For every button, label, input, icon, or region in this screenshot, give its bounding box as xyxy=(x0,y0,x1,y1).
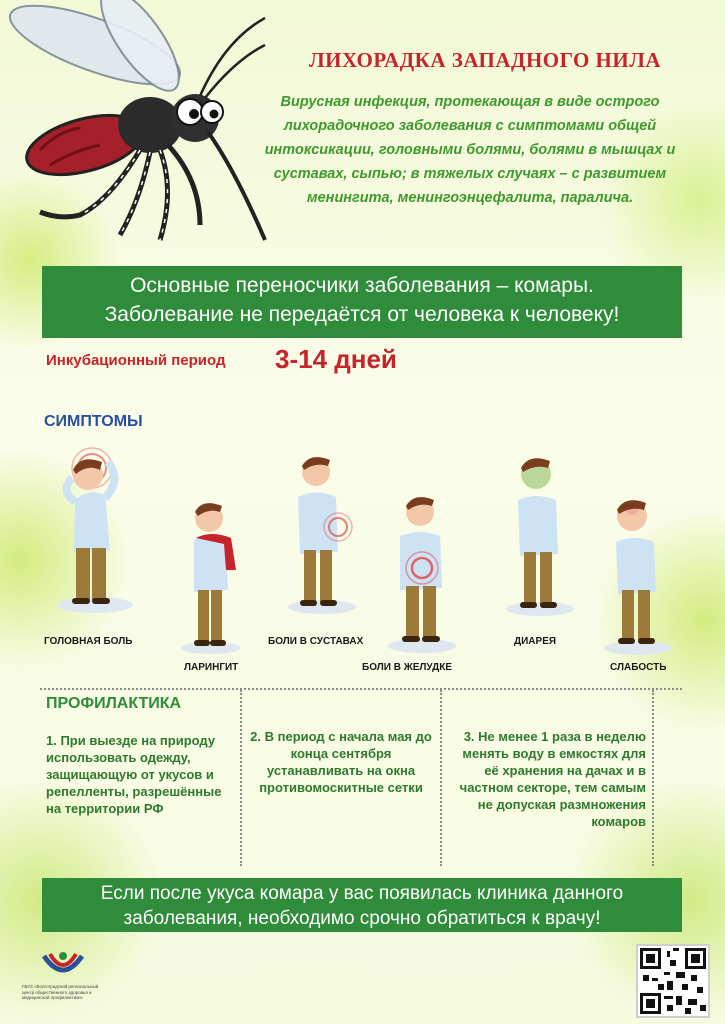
prevention-divider-3 xyxy=(652,690,654,866)
prevention-divider-2 xyxy=(440,690,442,866)
prevention-top-divider xyxy=(40,688,682,690)
person-headache-icon xyxy=(50,440,140,615)
carrier-banner xyxy=(42,266,682,338)
prevention-item-1: 1. При выезде на природу использовать одежду, защищающую от укусов и репелленты, разрешённые на территории РФ xyxy=(46,733,222,816)
prevention-item-2: 2. В период с начала мая до конца сентября устанавливать на окна противомоскитные сетки xyxy=(250,729,432,795)
symptoms-heading: СИМПТОМЫ xyxy=(44,413,143,430)
footer-banner xyxy=(42,878,682,932)
incubation-value: 3-14 дней xyxy=(275,344,397,374)
symptom-label-diarrhea: ДИАРЕЯ xyxy=(514,636,557,647)
symptom-label-laryngitis: ЛАРИНГИТ xyxy=(184,662,239,673)
footer-line1: Если после укуса комара у вас появилась клиника данного xyxy=(100,883,624,904)
prevention-divider-1 xyxy=(240,690,242,866)
carrier-banner-line1: Основные переносчики заболевания – комары. xyxy=(130,274,594,297)
prevention-heading: ПРОФИЛАКТИКА xyxy=(46,695,182,712)
symptom-label-headache: ГОЛОВНАЯ БОЛЬ xyxy=(44,636,133,647)
symptom-label-weakness: СЛАБОСТЬ xyxy=(610,662,667,673)
qr-code-icon[interactable] xyxy=(636,944,710,1018)
symptom-label-joint-pain: БОЛИ В СУСТАВАХ xyxy=(268,636,364,647)
intro-text: Вирусная инфекция, протекающая в виде острого лихорадочного заболевания с симптомами общей интоксикации, головными болями, болями в мышцах и суставах, сыпью; в тяжелых случаях – с развитием менингита, менингоэнцефалита, паралича. xyxy=(264,94,676,206)
page-title: ЛИХОРАДКА ЗАПАДНОГО НИЛА xyxy=(308,48,662,72)
carrier-banner-line2: Заболевание не передаётся от человека к человеку! xyxy=(104,303,620,326)
symptom-label-stomach-ache: БОЛИ В ЖЕЛУДКЕ xyxy=(362,662,453,673)
organization-name: ГБУЗ «Волгоградский региональный центр общественного здоровья и медицинской профилактики» xyxy=(22,984,99,1000)
person-nausea-icon xyxy=(500,444,580,619)
person-sore-throat-icon xyxy=(176,490,246,655)
organization-logo-icon xyxy=(40,950,86,984)
prevention-item-3: 3. Не менее 1 раза в неделю менять воду в емкостях для её хранения на дачах и в частном секторе, тем самым не допуская размножения комаров xyxy=(459,729,646,829)
person-weakness-icon xyxy=(598,488,678,658)
mosquito-illustration-icon xyxy=(0,0,280,260)
person-joint-pain-icon xyxy=(282,442,362,617)
incubation-label: Инкубационный период xyxy=(46,352,226,369)
footer-line2: заболевания, необходимо срочно обратиться к врачу! xyxy=(123,908,601,929)
person-stomach-ache-icon xyxy=(382,486,462,656)
